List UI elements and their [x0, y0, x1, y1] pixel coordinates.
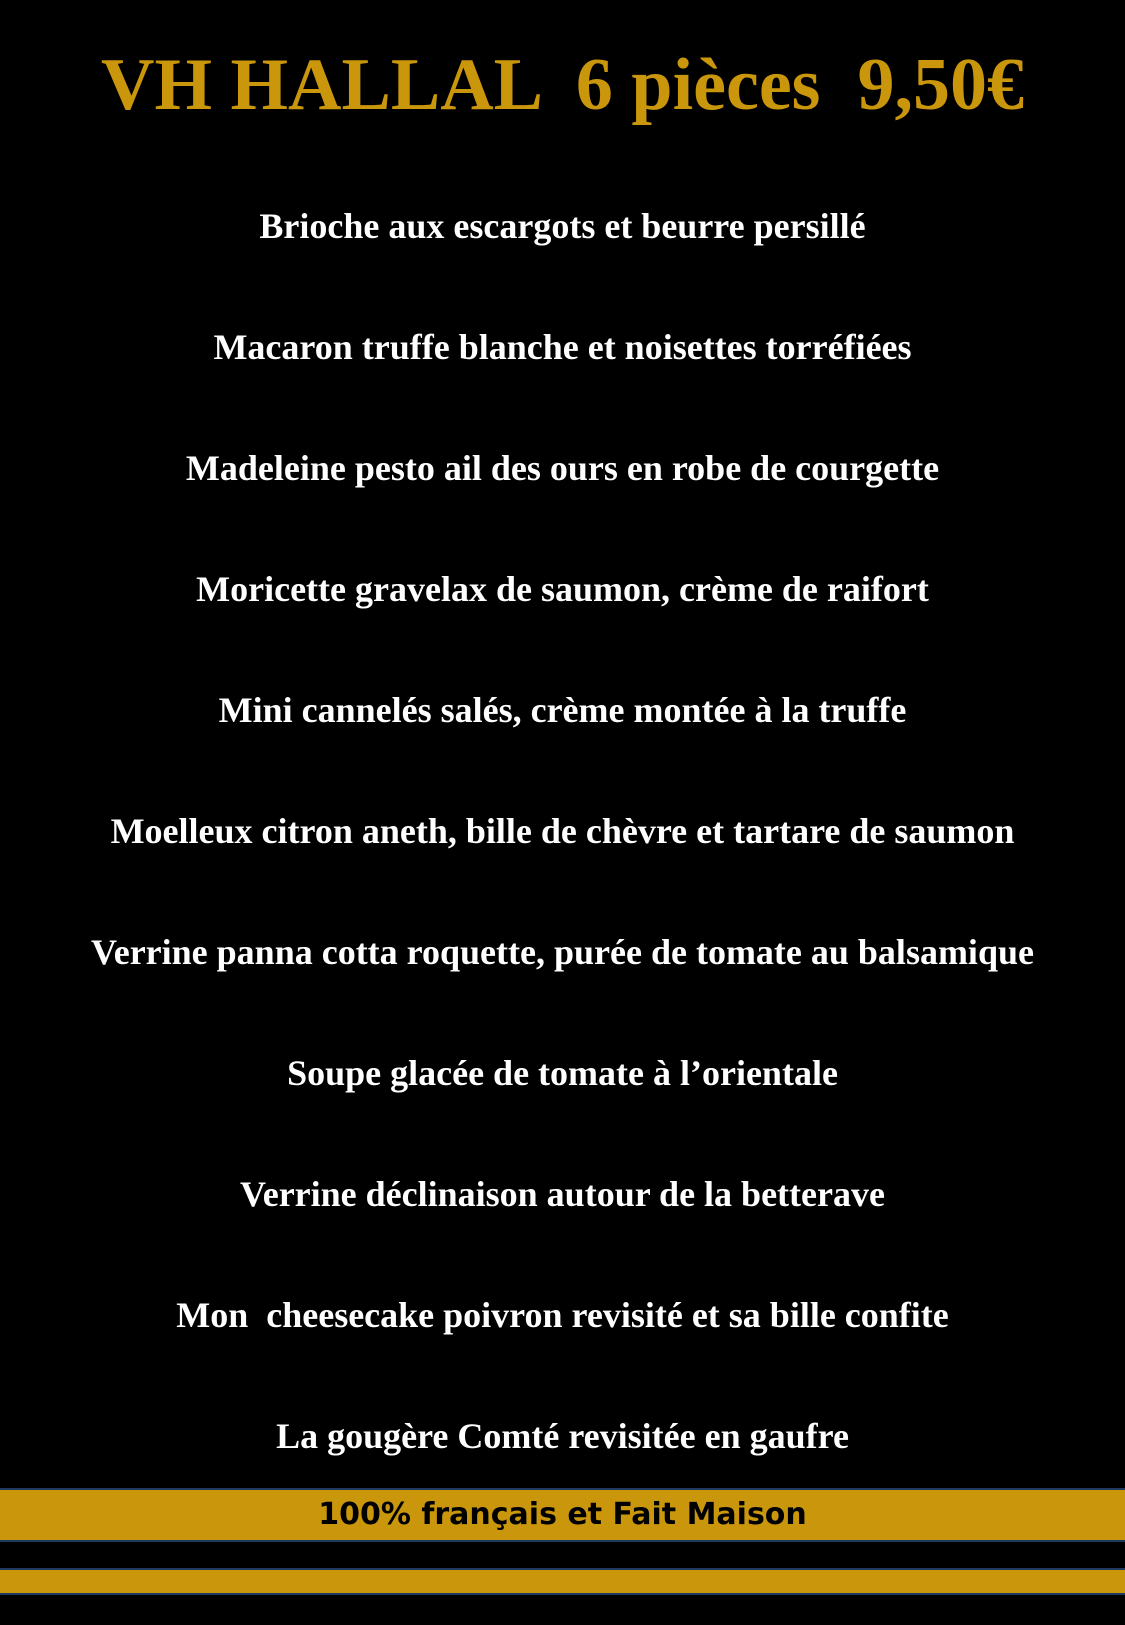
menu-item: Macaron truffe blanche et noisettes torréfiées [213, 327, 912, 367]
footer-banner-text: 100% français et Fait Maison [318, 1497, 807, 1532]
menu-item: La gougère Comté revisitée en gaufre [276, 1416, 849, 1456]
menu-item: Madeleine pesto ail des ours en robe de courgette [185, 448, 940, 488]
footer-divider-band [0, 1568, 1125, 1595]
menu-item: Mini cannelés salés, crème montée à la truffe [218, 690, 907, 730]
menu-item: Soupe glacée de tomate à l’orientale [287, 1053, 838, 1093]
menu-item: Brioche aux escargots et beurre persillé [259, 206, 866, 246]
menu-item: Mon cheesecake poivron revisité et sa bille confite [176, 1295, 949, 1335]
menu-item: Verrine déclinaison autour de la betterave [240, 1174, 885, 1214]
menu-item: Moricette gravelax de saumon, crème de raifort [196, 569, 929, 609]
menu-item: Moelleux citron aneth, bille de chèvre et tartare de saumon [110, 811, 1015, 851]
footer-banner [0, 1488, 1125, 1542]
menu-item: Verrine panna cotta roquette, purée de tomate au balsamique [91, 932, 1034, 972]
page-title: VH HALLAL 6 pièces 9,50€ [101, 44, 1024, 126]
